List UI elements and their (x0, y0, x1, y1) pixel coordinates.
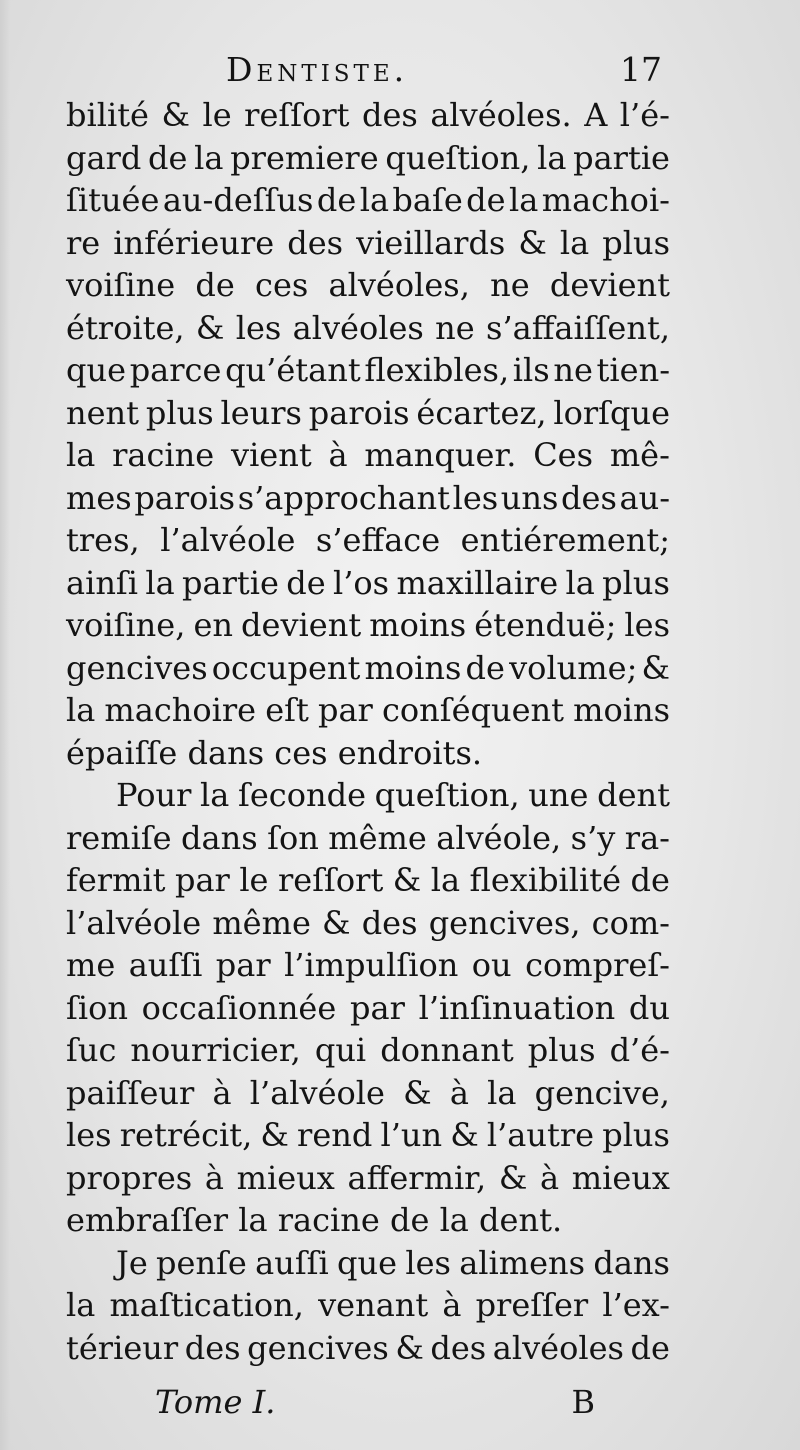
text-line: Pour la ſeconde queſtion, une dent (116, 776, 670, 814)
text-line: que parce qu’étant flexibles, ils ne tien- (66, 351, 670, 389)
text-line: Je penſe auſſi que les alimens dans (116, 1243, 670, 1282)
text-line: nent plus leurs parois écartez, lorſque (66, 393, 670, 432)
gathering-signature: B (571, 1383, 595, 1421)
volume-signature: Tome I. (155, 1383, 276, 1421)
text-line: gencives occupent moins de volume; & (66, 648, 670, 687)
body-text (66, 94, 670, 1369)
page-header (66, 48, 662, 92)
text-line: térieur des gencives & des alvéoles de (66, 1328, 670, 1367)
text-line: la racine vient à manquer. Ces mê- (66, 436, 670, 474)
text-line: ſion occaſionnée par l’inſinuation du (66, 988, 670, 1027)
text-line: voiſine de ces alvéoles, ne devient (66, 266, 670, 304)
text-line: la maſtication, venant à preſſer l’ex- (66, 1286, 670, 1324)
text-line: re inférieure des vieillards & la plus (66, 223, 670, 262)
text-line: les retrécit, & rend l’un & l’autre plus (66, 1116, 670, 1154)
text-line: paiſſeur à l’alvéole & à la gencive, (66, 1073, 670, 1112)
running-head: Dentiste. (226, 50, 409, 89)
text-line: ſuc nourricier, qui donnant plus d’é- (66, 1031, 670, 1069)
page-footer (155, 1380, 595, 1424)
text-line: étroite, & les alvéoles ne s’affaiſſent, (66, 308, 670, 347)
text-line: mes parois s’approchant les uns des au- (66, 478, 670, 517)
text-line: remiſe dans ſon même alvéole, s’y ra- (66, 818, 670, 857)
page-number: 17 (620, 50, 662, 89)
text-line: tres, l’alvéole s’efface entiérement; (66, 521, 670, 559)
page-edge-shadow (0, 0, 10, 1450)
text-line: ſituée au-deſſus de la baſe de la machoi- (66, 181, 670, 219)
text-line: propres à mieux affermir, & à mieux (66, 1158, 670, 1197)
text-line: épaiſſe dans ces endroits. (66, 733, 483, 772)
text-line: bilité & le reſſort des alvéoles. A l’é- (66, 96, 670, 134)
text-line: gard de la premiere queſtion, la partie (66, 138, 670, 177)
text-line: ainſi la partie de l’os maxillaire la plus (66, 563, 670, 602)
text-line: voiſine, en devient moins étenduë; les (66, 606, 670, 644)
text-line: me auſſi par l’impulſion ou compreſ- (66, 946, 670, 984)
text-line: la machoire eſt par conſéquent moins (66, 691, 670, 729)
text-line: l’alvéole même & des gencives, com- (66, 903, 670, 942)
text-line: embraſſer la racine de la dent. (66, 1201, 563, 1239)
text-line: fermit par le reſſort & la flexibilité de (66, 861, 670, 899)
